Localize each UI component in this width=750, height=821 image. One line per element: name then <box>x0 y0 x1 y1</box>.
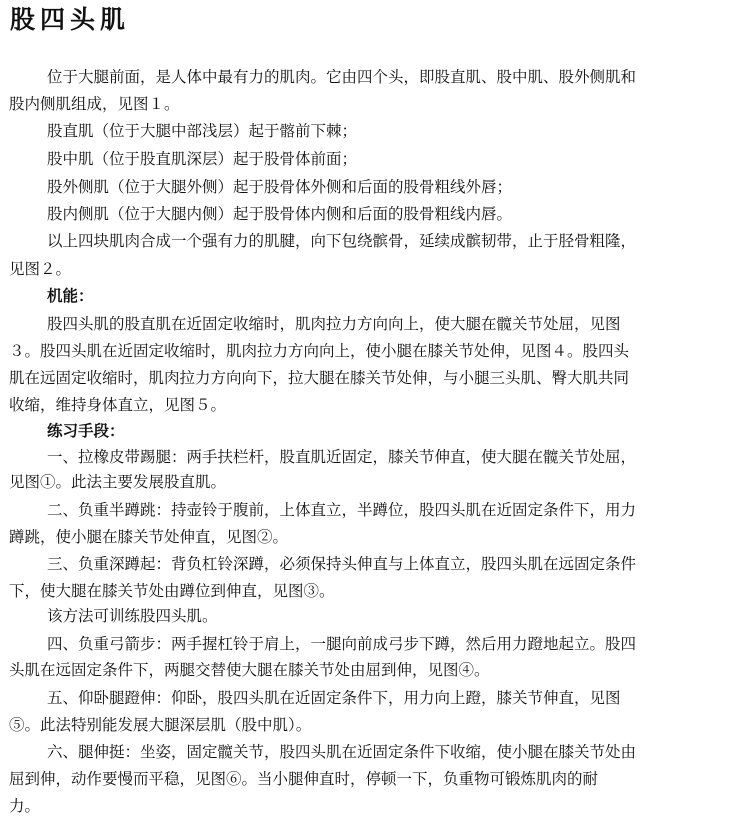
text-line: 力。 <box>9 797 41 815</box>
text-line: 股直肌（位于大腿中部浅层）起于髂前下棘； <box>47 122 358 140</box>
text-line: 股内侧肌组成，见图１。 <box>9 95 180 113</box>
text-line: 该方法可训练股四头肌。 <box>47 607 218 625</box>
text-line: 头肌在远固定条件下，两腿交替使大腿在膝关节处由屈到伸，见图④。 <box>9 661 490 679</box>
text-line: 三、负重深蹲起：背负杠铃深蹲，必须保持头伸直与上体直立，股四头肌在远固定条件 <box>47 555 637 573</box>
text-line: 二、负重半蹲跳：持壶铃于腹前，上体直立，半蹲位，股四头肌在近固定条件下，用力 <box>47 501 637 519</box>
text-line: 股中肌（位于股直肌深层）起于股骨体前面； <box>47 150 358 168</box>
text-line: 蹲跳，使小腿在膝关节处伸直，见图②。 <box>9 528 289 546</box>
text-line: 肌在远固定收缩时，肌肉拉力方向向下，拉大腿在膝关节处伸，与小腿三头肌、臀大肌共同 <box>9 369 630 387</box>
section-heading-exercises: 练习手段： <box>47 422 125 440</box>
text-line: 一、拉橡皮带踢腿：两手扶栏杆，股直肌近固定，膝关节伸直，使大腿在髋关节处屈， <box>47 448 637 466</box>
section-heading-function: 机能： <box>47 287 94 305</box>
text-line: 股外侧肌（位于大腿外侧）起于股骨体外侧和后面的股骨粗线外唇； <box>47 178 513 196</box>
text-line: 下，使大腿在膝关节处由蹲位到伸直，见图③。 <box>9 582 335 600</box>
text-line: 收缩，维持身体直立，见图５。 <box>9 396 227 414</box>
text-line: ３。股四头肌在近固定收缩时，肌肉拉力方向向上，使小腿在膝关节处伸，见图４。股四头 <box>9 342 630 360</box>
page-title: 股四头肌 <box>10 5 131 34</box>
text-line: 见图２。 <box>9 260 72 278</box>
text-line: 见图①。此法主要发展股直肌。 <box>9 473 227 491</box>
text-line: ⑤。此法特别能发展大腿深层肌（股中肌）。 <box>9 716 312 734</box>
text-line: 屈到伸，动作要慢而平稳，见图⑥。当小腿伸直时，停顿一下，负重物可锻炼肌肉的耐 <box>9 770 599 788</box>
text-line: 股内侧肌（位于大腿内侧）起于股骨体内侧和后面的股骨粗线内唇。 <box>47 205 513 223</box>
text-line: 位于大腿前面，是人体中最有力的肌肉。它由四个头，即股直肌、股中肌、股外侧肌和 <box>47 68 637 86</box>
text-line: 六、腿伸挺：坐姿，固定髋关节，股四头肌在近固定条件下收缩，使小腿在膝关节处由 <box>47 743 637 761</box>
text-line: 股四头肌的股直肌在近固定收缩时，肌肉拉力方向向上，使大腿在髋关节处屈，见图 <box>47 315 621 333</box>
text-line: 四、负重弓箭步：两手握杠铃于肩上，一腿向前成弓步下蹲，然后用力蹬地起立。股四 <box>47 635 637 653</box>
text-line: 以上四块肌肉合成一个强有力的肌腱，向下包绕髌骨，延续成髌韧带，止于胫骨粗隆， <box>47 232 637 250</box>
text-line: 五、仰卧腿蹬伸：仰卧，股四头肌在近固定条件下，用力向上蹬，膝关节伸直，见图 <box>47 689 621 707</box>
